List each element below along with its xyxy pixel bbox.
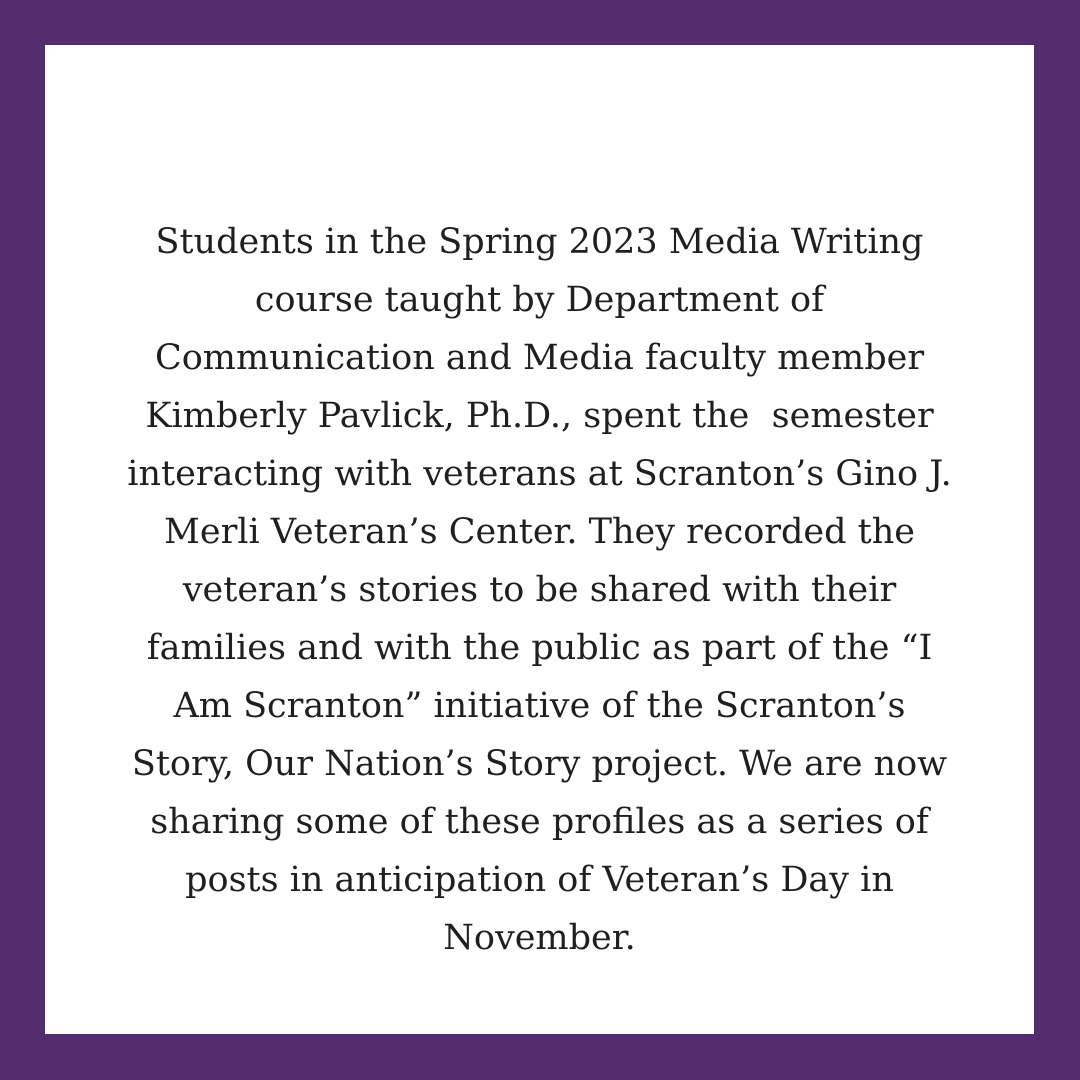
- announcement-line: Merli Veteran’s Center. They recorded the: [164, 512, 915, 552]
- announcement-line: course taught by Department of: [254, 280, 825, 320]
- announcement-line: sharing some of these profiles as a series of: [150, 802, 929, 842]
- announcement-line: families and with the public as part of the “I: [146, 628, 933, 668]
- announcement-line: interacting with veterans at Scranton’s Gino J.: [127, 454, 952, 494]
- announcement-line: veteran’s stories to be shared with their: [182, 570, 897, 610]
- announcement-line: Am Scranton” initiative of the Scranton’s: [173, 686, 906, 726]
- announcement-line: November.: [443, 918, 636, 958]
- announcement-text: [45, 213, 1034, 967]
- announcement-line: Communication and Media faculty member: [154, 338, 925, 378]
- announcement-line: Story, Our Nation’s Story project. We are now: [131, 744, 948, 784]
- announcement-line: posts in anticipation of Veteran’s Day in: [185, 860, 894, 900]
- announcement-line: Students in the Spring 2023 Media Writing: [155, 222, 924, 262]
- content-panel: [45, 45, 1034, 1034]
- announcement-line: Kimberly Pavlick, Ph.D., spent the semester: [145, 396, 934, 436]
